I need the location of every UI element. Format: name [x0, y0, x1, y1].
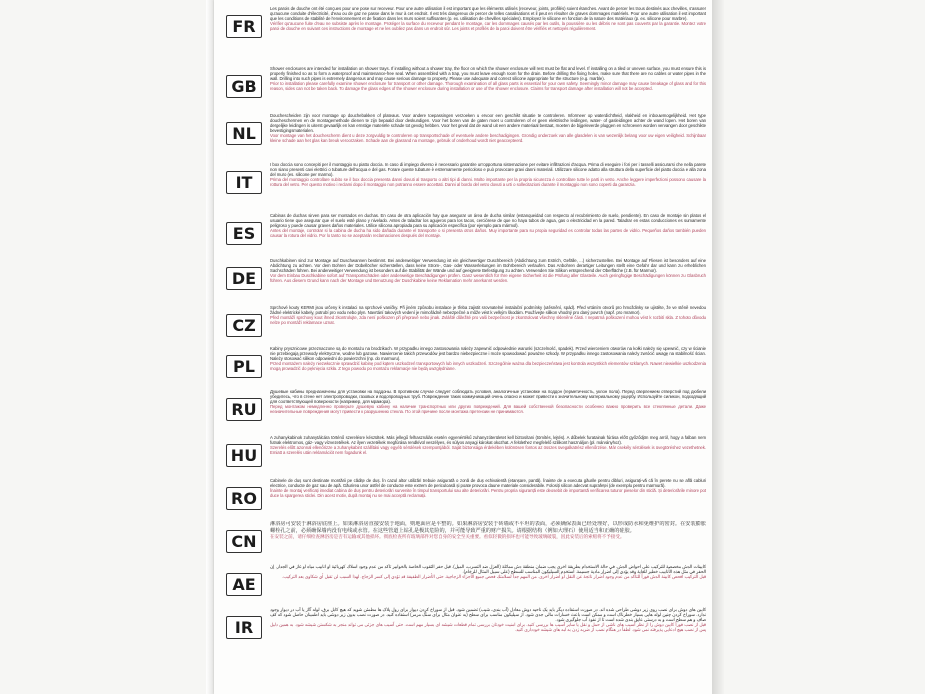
warning-paragraph: Před montáží sprchový kout ihned zkontrolujte, zda není poškozen při přepravě nebo jinak. Zvláště důležité pro vaši bezpečnost je zkontrolovat všechny skleněné části. I nepatrná poškození mohou vést k rozbití skla. Z tohoto důvodu nelze po montáži reklamace uznat. [270, 315, 706, 326]
language-section-fr [214, 6, 712, 64]
warning-paragraph: Szerelés előtt azonnal ellenőrizze a zuhanykabint szállítási vagy egyéb sérülések szempontjából. Saját biztonsága érdekében különösen fontos az összes üvegalkatrész ellenőrzése. Már csekély sérülések is üvegtöréshez vezethetnek. Emiatt a szerelés után reklamációt nem fogadunk el. [270, 445, 706, 456]
language-section-de [214, 258, 712, 304]
language-code-badge: RU [226, 398, 262, 421]
instruction-paragraph: Les parois de douche ont été conçues pour une pose sur receveur. Pour une autre utilisation il est important que les éléments utilisés (receveur, joints, profilés) soient étanches. Avant de percer les trous destinés aux chevilles, s'assurer qu'aucune conduite d'électricité, d'eau ou de gaz ne passe dans le mur à cet endroit. Il est très dangereux de percer de telles canalisations et il peut en résulter de graves dommages matériels. Pour une autre utilisation il est important que les conditions de stabilité de l'environnement et de fixation dans les murs soient suffisantes (p. ex. utilisation de chevilles spéciales). Employez le silicone en fonction de la nature des matériaux (p. ex. silicone pour marbre). [270, 6, 706, 22]
instruction-paragraph: Douchescheiden zijn voor montage op douchebakken of plateaus. Voor andere toepassingen verzoeken u ervoor een geschikt situatie te controleren. Informeer op waterdichtheid, vlakheid en inbouwmogelijkheid. Het type doucheschermen en de montagemethode dienen te zijn bepaald door deskundigen. Voor het boren van de gaten moet u controleren of er geen elektrische leidingen, water- of gasleidingen achter de wand lopen. Het boren van dergelijke leidingen is uiterst gevaarlijk en kan ernstige materiële schade tot gevolg hebben. Voor het geval dat de wand uit een andere materiaal bestaat, moeten de bijgeleverde pluggen en schroeven worden vervangen door geschikte bevestigingsmaterialen. [270, 113, 706, 134]
language-code-badge: AE [226, 573, 262, 596]
section-text [270, 305, 706, 345]
language-code-badge: IT [226, 171, 262, 194]
instruction-paragraph: Shower enclosures are intended for installation on shower trays. If installing without a shower tray, the floor on which the shower enclosure will rest must be flat and level. If installing on a tiled or uneven surface, you must ensure this is properly finished so as to form a waterproof and maintenance-free seal. When assembled with a trap, you must leave enough room for the drain. Before drilling the fixing holes, make sure that there are no cables or water pipes in the wall. Drilling into such pipes is extremely dangerous and may cause serious damage to property. Please use adequate and correct silicone appropriate for the structure (e.g. marble). [270, 66, 706, 82]
instruction-paragraph: 淋浴房可安装于淋浴房底座上。如果淋浴房直接安装于地面，则地面应是平整的。如果淋浴房安装于砖墙或不平坦的表面，必须确保表面已经处理好，以形成防水和免维护的密封。在安装膨胀螺栓孔之前，必须确保墙内没有电线或水管。在这些管道上钻孔是极其危险的，并可能导致严重的财产损失。请根据结构（例如大理石）使用适当和正确的硅胶。 [270, 521, 706, 534]
language-code-badge: CZ [226, 314, 262, 337]
language-section-nl [214, 113, 712, 161]
instruction-sheet [214, 0, 712, 694]
warning-paragraph: Voor montage van het douchescherm dient u deze zorgvuldig te controleren op transportschade of eventuele andere beschadigingen. Grondig onderzoek van alle glasdelen is van wezenlijk belang voor uw eigen veiligheid. Schijnbaar kleine schade aan het glas kan breuk veroorzaken. Schade aan de glasrand na montage, gebruik of onderhoud wordt niet geaccepteerd. [270, 133, 706, 144]
section-text [270, 113, 706, 161]
warning-paragraph: Vor dem Einbau Duschkabine sofort auf Transportschäden oder anderweitige Beschädigungen prüfen. Ganz wesentlich für Ihre eigene Sicherheit ist die Prüfung aller Glasteile. Auch geringfügige Beschädigungen können zu Glasbruch führen. Aus diesem Grund kann nach der Montage und Benutzung der Duschkabine keine Reklamation mehr anerkannt werden. [270, 273, 706, 284]
language-code-badge: ES [226, 222, 262, 245]
warning-paragraph: Antes del montaje, controlar si la cabina de ducha ha sido dañada durante el transporte o si presenta otros daños. Muy importante para su propia seguridad es controlar todas las partes de vidrio. Pequeños daños también pueden causar la rotura del vidrio. Por lo tanto no se aceptarán reclamaciones después del montaje. [270, 228, 706, 239]
instruction-paragraph: Душевые кабины предназначены для установки на поддоны. В противном случае следует соблюдать условия, аналогичные установке на поддон (герметичность, уклон пола). Перед сверлением отверстий под дюбели убедитесь, что в стене нет электропроводки, газовых и водопроводных труб. Повреждение таких коммуникаций очень опасно и может привести к значительному материальному ущербу. Используйте силикон, подходящий для соответствующей поверхности (например, для мрамора). [270, 389, 706, 405]
section-text [270, 6, 706, 64]
language-section-ae [214, 564, 712, 606]
language-section-it [214, 162, 712, 212]
instruction-paragraph: Kabiny prysznicowe przeznaczone są do montażu na brodzikach. W przypadku innego zastosowania należy zapewnić odpowiednie warunki (szczelność, spadek). Przed wierceniem otworów na kołki należy się upewnić, czy w ścianie nie przebiegają przewody elektryczne, wodne lub gazowe. Nawiercenie takich przewodów jest bardzo niebezpieczne i może spowodować poważne szkody. W przypadku innego zastosowania należy zwrócić uwagę na stabilność ścian. Należy stosować silikon odpowiedni do powierzchni (np. do marmuru). [270, 346, 706, 362]
language-code-badge: CN [226, 530, 262, 553]
language-section-gb [214, 66, 712, 112]
warning-paragraph: قبل التركيب افحص كابينة الدش فوراً للتأكد من عدم وجود أضرار ناتجة عن النقل أو أضرار أخرى. من المهم جداً لسلامتك فحص جميع الأجزاء الزجاجية. حتى الأضرار الطفيفة قد تؤدي إلى كسر الزجاج. لهذا السبب لن تقبل أي شكاوى بعد التركيب. [282, 574, 706, 580]
language-code-badge: IR [226, 616, 262, 639]
instruction-paragraph: Sprchové kouty KERMI jsou určeny k instalaci na sprchové vaničky. Při jiném způsobu instalace je třeba zajistit srovnatelné instalační podmínky (utěsnění, spád). Před vrtáním otvorů pro hmoždinky se ujistěte, že ve stěně nevedou žádné elektrické kabely, potrubí pro vodu nebo plyn. Navrtání takových vedení je mimořádně nebezpečné a může vést k velkým škodám. Používejte silikon vhodný pro daný povrch (např. pro mramor). [270, 305, 706, 316]
instruction-paragraph: کابین های دوش برای نصب روی زیر دوشی طراحی شده اند. در صورت استفاده دیگر باید یک ناحیه دوش معادل (آب بندی، شیب) تضمین شود. قبل از سوراخ کردن دیوار برای رول پلاک ها مطمئن شوید که هیچ کابل برق، لوله گاز یا آب در دیوار وجود ندارد. سوراخ کردن چنین لوله هایی بسیار خطرناک است و ممکن است باعث خسارات مالی جدی شود. از سیلیکون مناسب برای سطح (به عنوان مثال برای سنگ مرمر) استفاده کنید. در صورت نصب بدون زیر دوشی باید اطمینان حاصل شود که کف صاف و هم سطح است و به درستی عایق بندی شده است تا از نفوذ آب جلوگیری شود. [270, 607, 706, 623]
section-text [270, 435, 706, 477]
instruction-paragraph: Cabinele de duș sunt destinate montării pe cădițe de duș. În cazul altor utilizări trebuie asigurată o zonă de duș echivalentă (etanșare, pantă). Înainte de a executa găurile pentru dibluri, asigurați-vă că în perete nu se află cabluri electrice, conducte de gaz sau de apă. Găurirea unor astfel de conducte este extrem de periculoasă și poate provoca daune materiale considerabile. Folosiți silicon adecvat suprafeței (de exemplu pentru marmură). [270, 478, 706, 489]
page-shadow-right [712, 0, 724, 694]
language-section-pl [214, 346, 712, 388]
section-text [270, 162, 706, 212]
language-section-ir [214, 607, 712, 691]
instruction-paragraph: A zuhanykabinok zuhanytálcára történő szerelésre készültek. Más jellegű felhasználás esetén egyenértékű zuhanyzóterületet kell biztosítani (tömítés, lejtés). A dűbelek furatainak fúrása előtt győződjön meg arról, hogy a falban nem futnak elektromos, gáz- vagy vízvezetékek. Az ilyen vezetékek megfúrása rendkívül veszélyes, és súlyos anyagi károkat okozhat. A felülethez megfelelő szilikont használjon (pl. márványhoz). [270, 435, 706, 446]
language-code-badge: GB [226, 75, 262, 98]
warning-paragraph: Prior to installation please carefully examine shower enclosure for transport or other damage. Thorough examination of all glass parts is essential for your own safety. Seemingly minor damage may cause breakage of glass and for this reason, sides can not be taken back. To damage the glass edges of the shower enclosure during installation or use of the shower enclosure. Claims for transport damage after installation will not be accepted. [270, 81, 706, 92]
warning-paragraph: Prima del montaggio controllare subito se il box doccia presenta danni dovuti al trasporto o altri tipi di danni. Molto importante per la propria sicurezza è controllare tutte le parti in vetro. Anche leggere imperfezioni possono causare la rottura del vetro. Per questo motivo i reclami dopo il montaggio non potranno essere accettati. Danni al bordo del vetro dovuti a urti o sollecitazioni durante il montaggio non sono coperti da garanzia. [270, 177, 706, 188]
section-text [270, 258, 706, 304]
warning-paragraph: Înainte de montaj verificați imediat cabina de duș pentru deteriorări survenite în timpul transportului sau alte deteriorări. Pentru propria siguranță este deosebit de importantă verificarea tuturor pieselor din sticlă. Și deteriorările minore pot duce la spargerea sticlei. Din acest motiv, după montaj nu se mai acceptă reclamații. [270, 488, 706, 499]
language-section-cn [214, 521, 712, 563]
instruction-paragraph: Cabinas de duchas sirven para ser montados en duchas. En caso de otra aplicación hay que asegurar un área de ducha similar (estanqueidad con respecto al recubrimiento de suelo, pendiente). En caso de montaje sin platos el usuario tiene que asegurar que el suelo esté plano y nivelado. Antes de taladrar los agujeros para los tacos, cerciórese de que no haya tubos de agua, gas o electricidad en la pared. Taladrar en estas conducciones es sumamente peligroso y puede causar graves daños materiales. Utilice silicona apropiada para su aplicación específica (por ejemplo para mármol). [270, 213, 706, 229]
instruction-paragraph: Duschkabinen sind zur Montage auf Duschwannen bestimmt. Bei anderweitiger Verwendung ist ein gleichwertiger Duschbereich (Abdichtung zum Estrich, Gefälle, ...) sicherzustellen. Bei Montage auf Fliesen ist besonders auf eine Abdichtung zu achten. Vor dem Bohren der Dübellöcher sicherstellen, dass keine Strom-, Gas- oder Wasserleitungen im Bohrbereich verlaufen. Das Anbohren derartiger Leitungen stellt eine Gefahr dar und kann zu erheblichen Sachschäden führen. Bei anderweitiger Verwendung ist besonders auf die Stabilität der Wände und auf geeignete Befestigung zu achten. Verwenden Sie Silikon entsprechend der Oberfläche (z.B. für Marmor). [270, 258, 706, 274]
warning-paragraph: Przed montażem należy niezwłocznie sprawdzić kabinę pod kątem uszkodzeń transportowych lub innych uszkodzeń. Szczególnie ważna dla bezpieczeństwa jest kontrola wszystkich elementów szklanych. Nawet niewielkie uszkodzenia mogą prowadzić do pęknięcia szkła. Z tego powodu po montażu reklamacje nie będą uwzględniane. [270, 361, 706, 372]
section-text [270, 389, 706, 434]
language-code-badge: HU [226, 444, 262, 467]
section-text [270, 66, 706, 112]
section-text [270, 521, 706, 563]
language-section-ru [214, 389, 712, 434]
language-section-ro [214, 478, 712, 520]
section-text [270, 213, 706, 257]
page-shadow-left [206, 0, 214, 694]
warning-paragraph: قبل از نصب فوراً کابین دوش را از نظر آسیب های ناشی از حمل و نقل یا سایر آسیب ها بررسی کنید. برای امنیت خودتان بررسی تمام قطعات شیشه ای بسیار مهم است. حتی آسیب های جزئی می تواند منجر به شکستن شیشه شود. به همین دلیل پس از نصب هیچ ادعایی پذیرفته نمی شود. لطفاً در هنگام نصب از ضربه زدن به لبه های شیشه خودداری کنید. [270, 622, 706, 633]
language-section-hu [214, 435, 712, 477]
instruction-paragraph: I box doccia sono concepiti per il montaggio su piatto doccia. In caso di impiego diverso è necessario garantire un'opportuna sistemazione per evitare infiltrazioni d'acqua. Prima di eseguire i fori per i tasselli assicurarsi che nella parete non siano presenti cavi elettrici o tubature dell'acqua e del gas. Forare queste tubature è estremamente pericoloso e può provocare gravi danni materiali. Utilizzare silicone adatto alla struttura della superficie del piatto doccia e alla zona del muro (es. silicone per marmo). [270, 162, 706, 178]
section-text [270, 346, 706, 388]
language-section-cz [214, 305, 712, 345]
language-code-badge: RO [226, 487, 262, 510]
instruction-paragraph: كابينات الدش مخصصة للتركيب على أحواض الدش. في حالة الاستخدام بطريقة أخرى يجب ضمان منطقة دش مماثلة (العزل ضد التسرب، الميل). قبل حفر الثقوب الخاصة بالخوابير تأكد من عدم وجود أسلاك كهربائية أو أنابيب مياه أو غاز في الجدار. إن الحفر في مثل هذه الأنابيب خطير للغاية وقد يؤدي إلى أضرار مادية جسيمة. استخدم السيليكون المناسب للسطح (على سبيل المثال للرخام). [270, 564, 706, 575]
language-code-badge: NL [226, 122, 262, 145]
section-text [270, 478, 706, 520]
warning-paragraph: Перед монтажом немедленно проверьте душевую кабину на наличие транспортных или других повреждений. Для вашей собственной безопасности особенно важно проверить все стеклянные детали. Даже незначительные повреждения могут привести к разрушению стекла. По этой причине после монтажа претензии не принимаются. [270, 404, 706, 415]
warning-paragraph: 在安装之前，请仔细检查淋浴房是否有运输或其他损坏。彻底检查所有玻璃部件对您自身的安全至关重要。看似轻微的损坏也可能导致玻璃破裂，因此安装后的索赔将不予接受。 [270, 535, 625, 540]
language-section-es [214, 213, 712, 257]
section-text [270, 607, 706, 691]
language-code-badge: PL [226, 355, 262, 378]
language-code-badge: DE [226, 267, 262, 290]
language-code-badge: FR [226, 15, 262, 38]
section-text [270, 564, 706, 606]
warning-paragraph: Vérifier qu'aucune fuite d'eau ne subsiste après le montage. Protéger la surface du receveur pendant le montage, car les dommages causés par les outils, la poussière ou les débris ne sont pas couverts par la garantie. Montez votre paroi de douche en suivant ces instructions de montage et ne les oubliez pas dans un endroit sûr. Les joints et profilés de la paroi doivent être vérifiés et nettoyés régulièrement. [270, 21, 706, 32]
